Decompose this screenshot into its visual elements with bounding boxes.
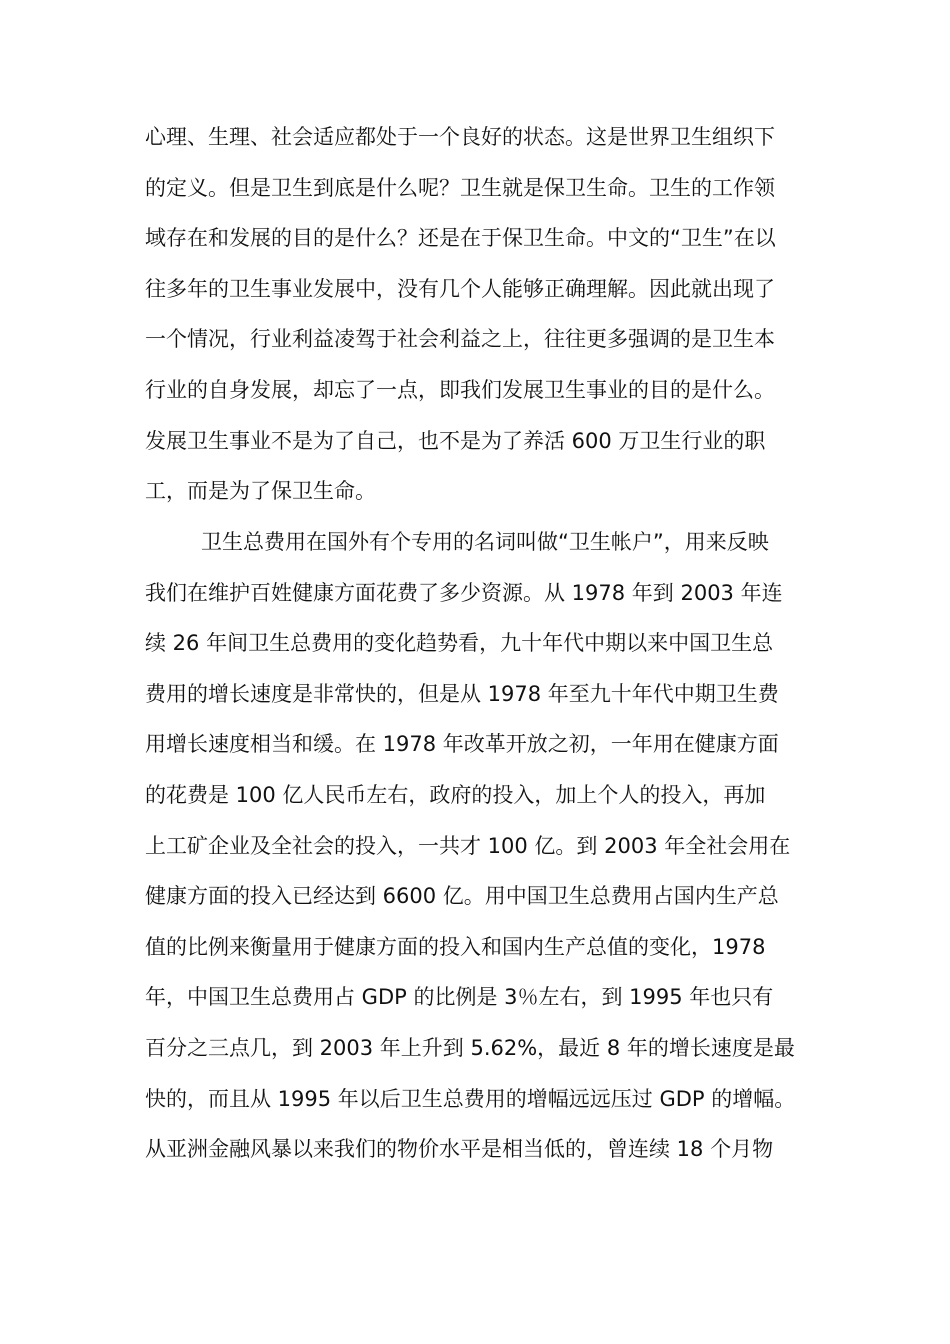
paragraph-line: 年，中国卫生总费用占 GDP 的比例是 3％左右，到 1995 年也只有 [145,985,774,1010]
paragraph-line: 的定义。但是卫生到底是什么呢？卫生就是保卫生命。卫生的工作领 [145,175,775,200]
paragraph-2 [145,517,809,1175]
paragraph-line: 的花费是 100 亿人民币左右，政府的投入，加上个人的投入，再加 [145,782,766,807]
paragraph-line: 值的比例来衡量用于健康方面的投入和国内生产总值的变化，1978 [145,934,766,959]
paragraph-line: 续 26 年间卫生总费用的变化趋势看，九十年代中期以来中国卫生总 [145,631,774,656]
paragraph-line: 往多年的卫生事业发展中，没有几个人能够正确理解。因此就出现了 [145,276,775,301]
paragraph-line: 心理、生理、社会适应都处于一个良好的状态。这是世界卫生组织下 [145,125,775,149]
paragraph-line: 健康方面的投入已经达到 6600 亿。用中国卫生总费用占国内生产总 [145,884,779,909]
paragraph-line: 用增长速度相当和缓。在 1978 年改革开放之初，一年用在健康方面 [145,732,779,757]
paragraph-1 [145,112,809,517]
paragraph-line: 工，而是为了保卫生命。 [145,479,376,504]
paragraph-line: 从亚洲金融风暴以来我们的物价水平是相当低的，曾连续 18 个月物 [145,1137,774,1162]
paragraph-line: 行业的自身发展，却忘了一点，即我们发展卫生事业的目的是什么。 [145,377,775,402]
paragraph-line: 一个情况，行业利益凌驾于社会利益之上，往往更多强调的是卫生本 [145,327,775,352]
paragraph-line: 上工矿企业及全社会的投入，一共才 100 亿。到 2003 年全社会用在 [145,833,791,858]
paragraph-line: 卫生总费用在国外有个专用的名词叫做“卫生帐户”，用来反映 [201,530,769,554]
paragraph-line: 百分之三点几，到 2003 年上升到 5.62%，最近 8 年的增长速度是最 [145,1035,795,1060]
paragraph-line: 发展卫生事业不是为了自己，也不是为了养活 600 万卫生行业的职 [145,428,766,453]
paragraph-line: 域存在和发展的目的是什么？还是在于保卫生命。中文的“卫生”在以 [145,226,776,251]
paragraph-line: 费用的增长速度是非常快的，但是从 1978 年至九十年代中期卫生费 [145,681,779,706]
paragraph-line: 我们在维护百姓健康方面花费了多少资源。从 1978 年到 2003 年连 [145,580,783,605]
paragraph-line: 快的，而且从 1995 年以后卫生总费用的增幅远远压过 GDP 的增幅。 [145,1086,796,1111]
